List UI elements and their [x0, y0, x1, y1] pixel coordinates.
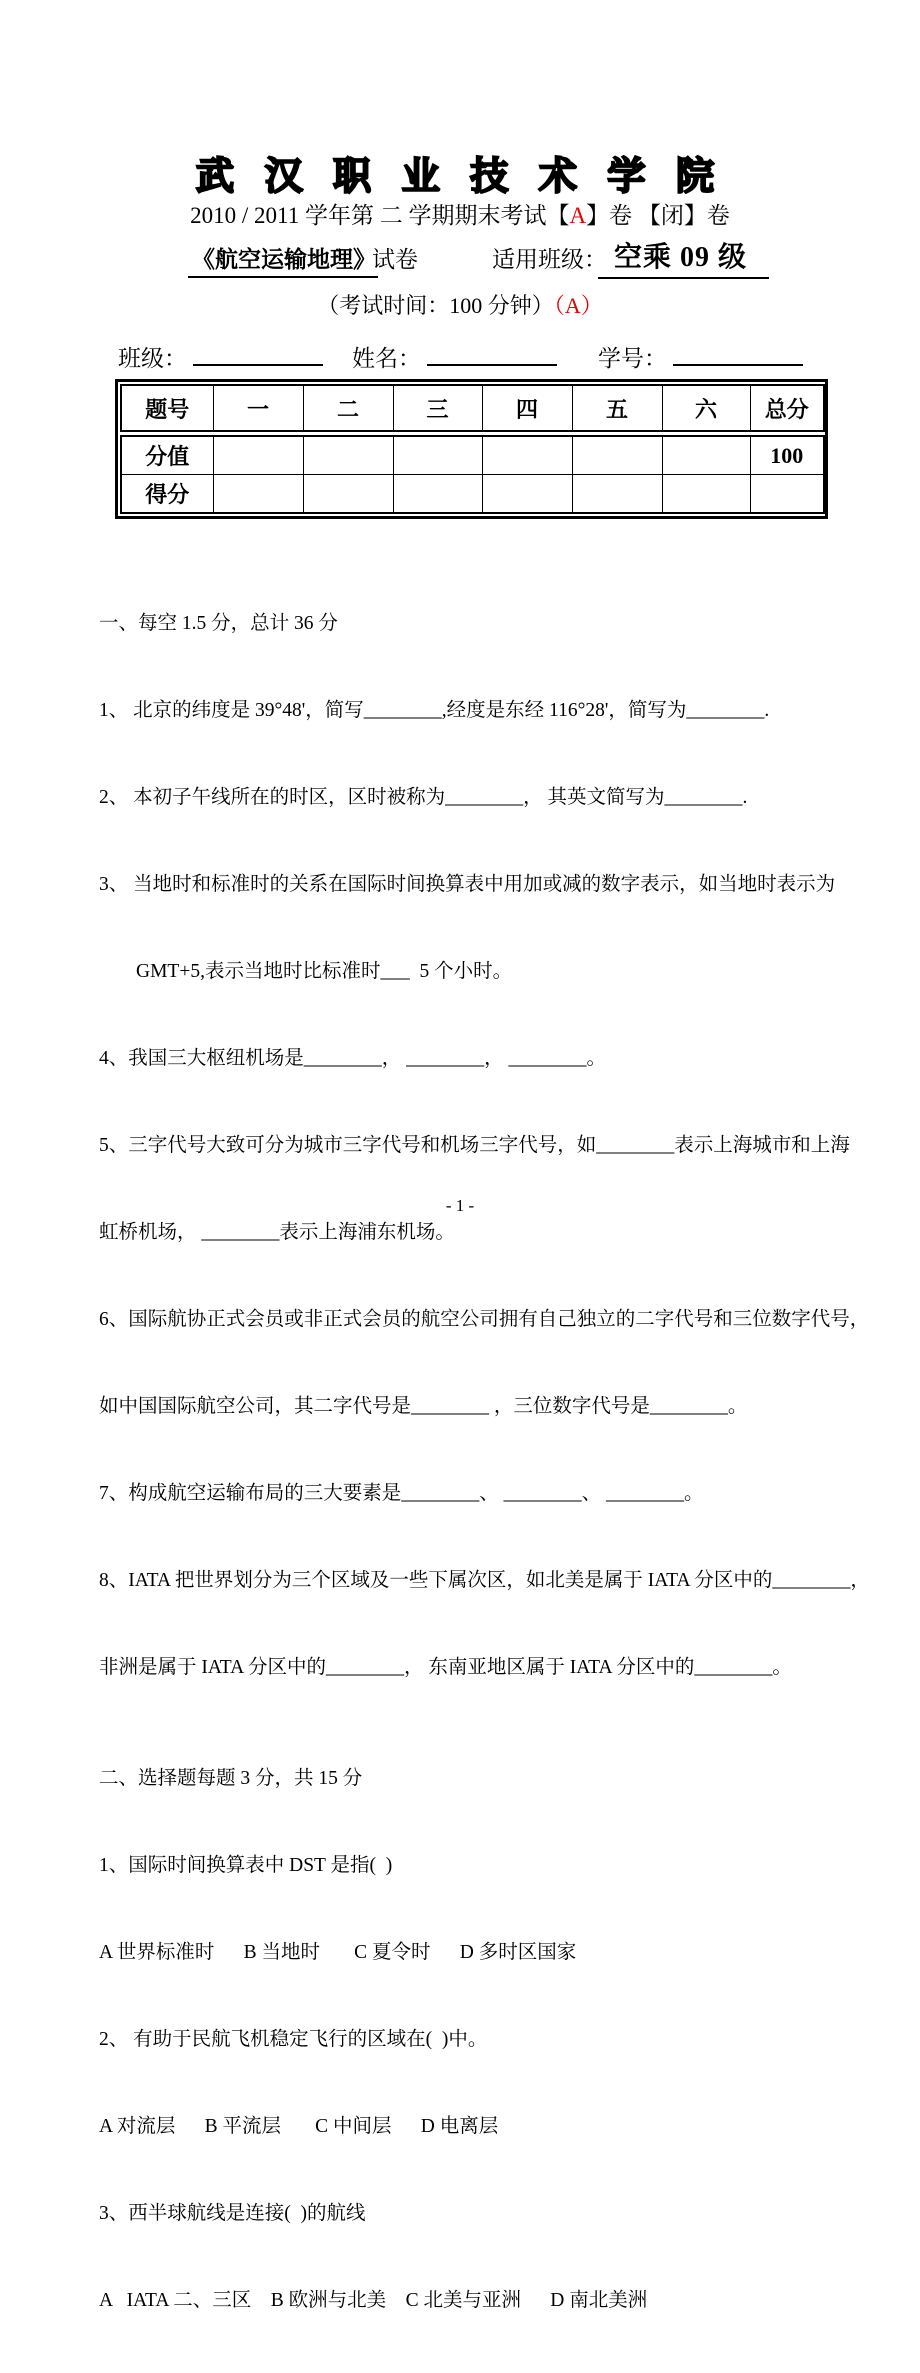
subtitle-text-pre: 2010 / 2011 学年第 二 学期期末考试【	[190, 203, 570, 228]
score-cell	[303, 475, 393, 514]
school-title: 武 汉 职 业 技 术 学 院	[196, 156, 724, 198]
score-cell	[750, 475, 824, 514]
exam-time-version: （A）	[553, 293, 603, 318]
s2-q2-options: A 对流层 B 平流层 C 中间层 D 电离层	[99, 2116, 499, 2137]
student-class-label: 班级：	[118, 346, 187, 371]
page-number: - 1 -	[445, 1196, 475, 1215]
score-cell	[393, 436, 482, 475]
course-name: 《航空运输地理》	[188, 241, 378, 278]
apply-class-label: 适用班级：	[492, 247, 607, 272]
student-name-field	[352, 340, 557, 373]
s1-q7: 7、构成航空运输布局的三大要素是________、 ________、 ________。	[99, 1483, 704, 1504]
score-cell	[572, 475, 662, 514]
score-cell	[482, 436, 572, 475]
student-name-blank	[427, 340, 557, 366]
s1-q5-line2: 虹桥机场， ________表示上海浦东机场。	[99, 1222, 455, 1243]
course-line	[0, 241, 920, 283]
s1-q2: 2、 本初子午线所在的时区，区时被称为________， 其英文简写为________.	[99, 787, 748, 808]
exam-time-text: （考试时间：100 分钟）	[317, 293, 554, 318]
section-two-heading: 二、选择题每题 3 分，共 15 分	[99, 1768, 363, 1789]
section-one-heading: 一、每空 1.5 分，总计 36 分	[99, 613, 338, 634]
s1-q8-line1: 8、IATA 把世界划分为三个区域及一些下属次区，如北美是属于 IATA 分区中的________，	[99, 1570, 870, 1591]
student-id-label: 学号：	[598, 346, 667, 371]
s1-q6-line1: 6、国际航协正式会员或非正式会员的航空公司拥有自己独立的二字代号和三位数字代号，	[99, 1309, 870, 1330]
score-cell	[393, 475, 482, 514]
score-cell	[213, 436, 303, 475]
student-name-label: 姓名：	[352, 346, 421, 371]
paper-version-letter: A	[569, 203, 587, 228]
s2-q3: 3、西半球航线是连接( )的航线	[99, 2203, 366, 2224]
score-table	[115, 379, 828, 519]
s1-q1: 1、 北京的纬度是 39°48'，简写________,经度是东经 116°28'，简写为________.	[99, 700, 770, 721]
score-earned-row	[121, 475, 824, 514]
s1-q5-line1: 5、三字代号大致可分为城市三字代号和机场三字代号，如________表示上海城市和上海	[99, 1135, 850, 1156]
student-id-field	[598, 340, 803, 373]
score-cell	[303, 436, 393, 475]
score-cell	[482, 475, 572, 514]
score-cell	[572, 436, 662, 475]
score-header-cell: 三	[393, 385, 482, 431]
score-header-cell: 五	[572, 385, 662, 431]
score-total-cell: 100	[750, 436, 824, 475]
score-cell	[213, 475, 303, 514]
s2-q1: 1、国际时间换算表中 DST 是指( )	[99, 1855, 393, 1876]
s1-q8-line2: 非洲是属于 IATA 分区中的________， 东南亚地区属于 IATA 分区中的________。	[99, 1657, 792, 1678]
s2-q1-options: A 世界标准时 B 当地时 C 夏令时 D 多时区国家	[99, 1942, 577, 1963]
exam-time-line	[0, 289, 920, 320]
exam-subtitle	[0, 197, 920, 230]
score-row-label: 分值	[121, 436, 213, 475]
s1-q3-line2: GMT+5,表示当地时比标准时___ 5 个小时。	[136, 961, 513, 982]
s2-q3-options: A IATA 二、三区 B 欧洲与北美 C 北美与亚洲 D 南北美洲	[99, 2290, 648, 2311]
score-cell	[662, 475, 750, 514]
score-header-cell: 总分	[750, 385, 824, 431]
student-info-line	[0, 340, 920, 374]
s1-q3-line1: 3、 当地时和标准时的关系在国际时间换算表中用加或减的数字表示，如当地时表示为	[99, 874, 836, 895]
s1-q6-line2: 如中国国际航空公司，其二字代号是________ ，三位数字代号是________。	[99, 1396, 748, 1417]
score-value-row	[121, 436, 824, 475]
student-id-blank	[673, 340, 803, 366]
score-row-label: 得分	[121, 475, 213, 514]
score-header-cell: 题号	[121, 385, 213, 431]
student-class-blank	[193, 340, 323, 366]
score-header-cell: 四	[482, 385, 572, 431]
score-cell	[662, 436, 750, 475]
score-table-body	[120, 435, 825, 514]
score-header-cell: 二	[303, 385, 393, 431]
s2-q2: 2、 有助于民航飞机稳定飞行的区域在( )中。	[99, 2029, 488, 2050]
question-body	[99, 551, 889, 2373]
course-paper-word: 试卷	[372, 247, 418, 272]
subtitle-text-post: 】卷 【闭】卷	[586, 203, 730, 228]
student-class-field	[118, 340, 323, 373]
score-header-cell: 六	[662, 385, 750, 431]
score-header-cell: 一	[213, 385, 303, 431]
score-table-header	[120, 384, 825, 432]
s1-q4: 4、我国三大枢纽机场是________， ________， ________。	[99, 1048, 607, 1069]
score-table-header-row	[121, 385, 824, 431]
apply-class-value: 空乘 09 级	[598, 235, 769, 279]
